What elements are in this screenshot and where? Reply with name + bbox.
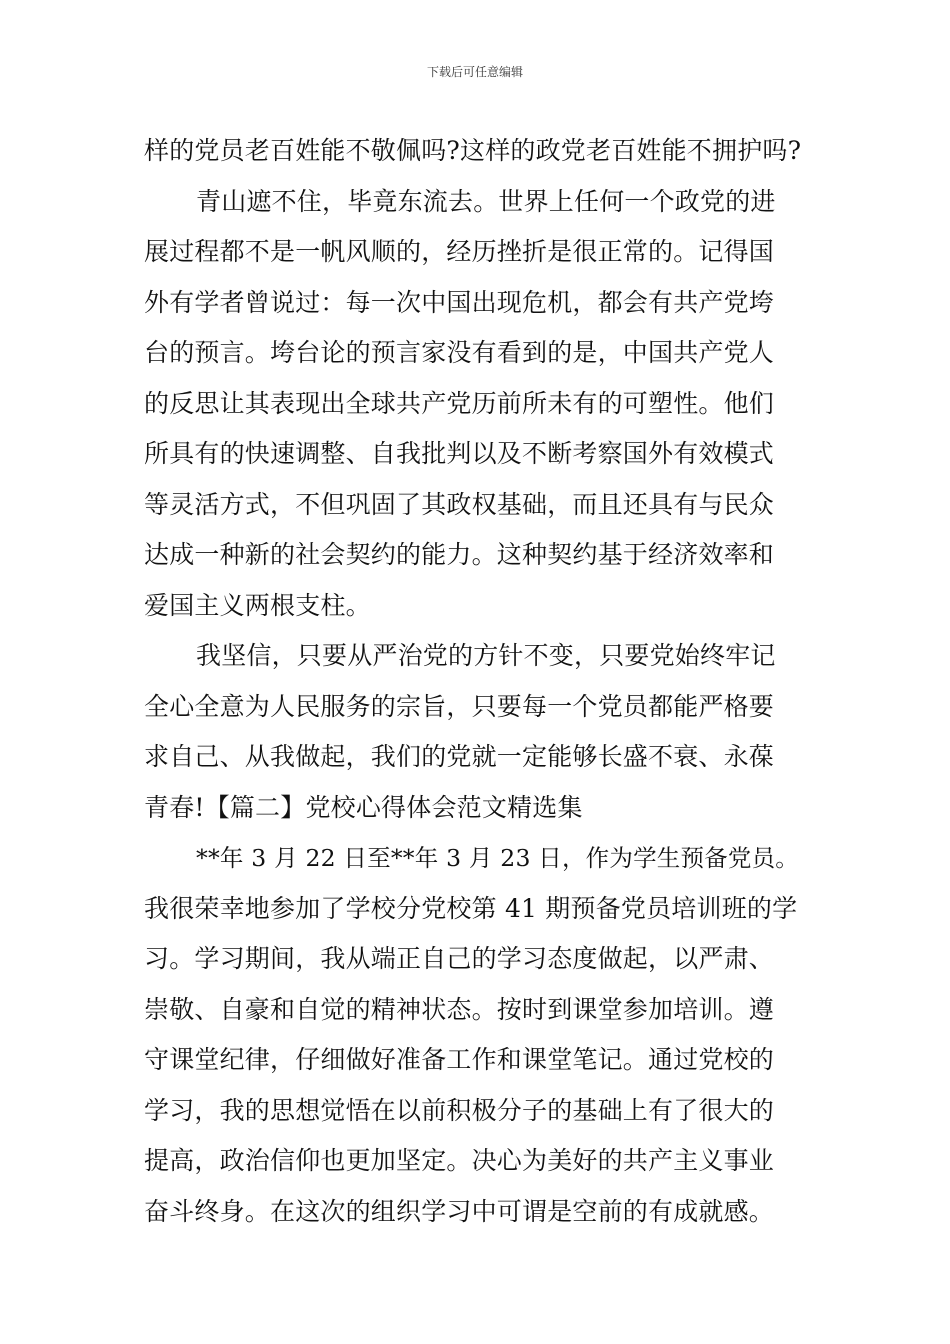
text-line: 学习，我的思想觉悟在以前积极分子的基础上有了很大的: [144, 1095, 775, 1125]
text-line: 展过程都不是一帆风顺的，经历挫折是很正常的。记得国: [144, 237, 775, 266]
text-line: 外有学者曾说过：每一次中国出现危机，都会有共产党垮: [144, 287, 775, 317]
text-line: 全心全意为人民服务的宗旨，只要每一个党员都能严格要: [144, 691, 775, 721]
text-line: 所具有的快速调整、自我批判以及不断考察国外有效模式: [144, 439, 775, 468]
text-line: 达成一种新的社会契约的能力。这种契约基于经济效率和: [144, 540, 775, 569]
text-line: 我很荣幸地参加了学校分党校第 41 期预备党员培训班的学: [144, 893, 798, 923]
text-line: 求自己、从我做起，我们的党就一定能够长盛不衰、永葆: [144, 742, 775, 771]
text-line: 的反思让其表现出全球共产党历前所未有的可塑性。他们: [144, 388, 775, 418]
text-line: 守课堂纪律，仔细做好准备工作和课堂笔记。通过党校的: [144, 1045, 775, 1074]
text-line: 样的党员老百姓能不敬佩吗?这样的政党老百姓能不拥护吗?: [144, 136, 802, 165]
text-line: 台的预言。垮台论的预言家没有看到的是，中国共产党人: [144, 338, 775, 367]
text-line: 青山遮不住，毕竟东流去。世界上任何一个政党的进: [196, 186, 776, 216]
text-line: 奋斗终身。在这次的组织学习中可谓是空前的有成就感。: [144, 1196, 775, 1226]
text-line: 等灵活方式，不但巩固了其政权基础，而且还具有与民众: [144, 489, 775, 519]
text-line: 崇敬、自豪和自觉的精神状态。按时到课堂参加培训。遵: [144, 994, 775, 1024]
text-line: 青春!【篇二】党校心得体会范文精选集: [144, 792, 583, 822]
text-line: 我坚信，只要从严治党的方针不变，只要党始终牢记: [196, 641, 776, 670]
text-line: 提高，政治信仰也更加坚定。决心为美好的共产主义事业: [144, 1146, 775, 1175]
text-line: 爱国主义两根支柱。: [144, 590, 371, 620]
page-header: 下载后可任意编辑: [426, 65, 523, 79]
text-line: **年 3 月 22 日至**年 3 月 23 日，作为学生预备党员。: [196, 844, 799, 872]
document-body: [144, 126, 808, 1237]
text-line: 习。学习期间，我从端正自己的学习态度做起，以严肃、: [144, 944, 775, 973]
